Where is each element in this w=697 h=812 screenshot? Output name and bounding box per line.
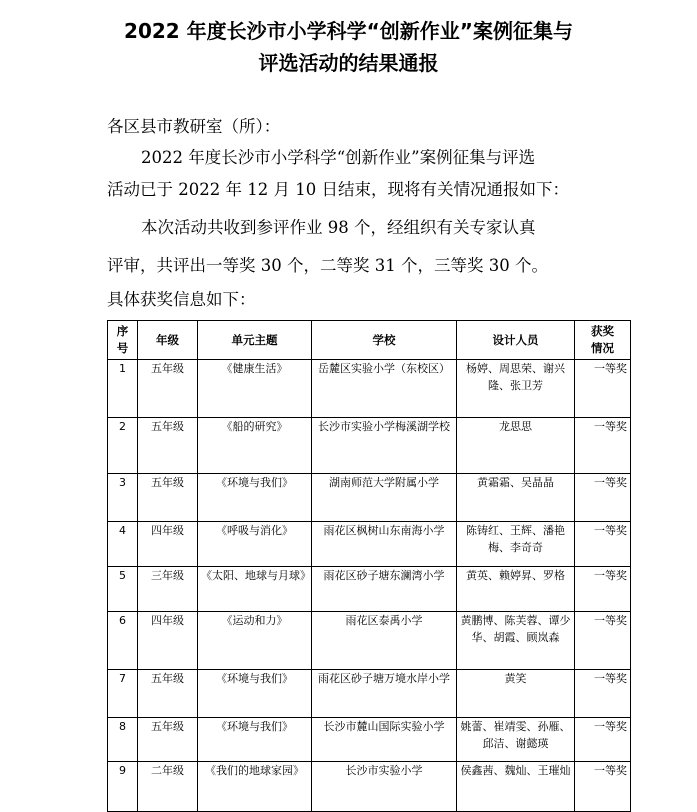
cell-award: 一等奖: [575, 474, 631, 522]
cell-award: 一等奖: [575, 718, 631, 762]
document-title-line-1: 2022 年度长沙市小学科学“创新作业”案例征集与: [124, 19, 573, 43]
cell-unit: 《我们的地球家园》: [198, 762, 312, 812]
cell-designers: 杨婷、周思荣、谢兴隆、张卫芳: [457, 360, 575, 418]
header-award: [575, 321, 631, 360]
cell-designers: 龙思思: [457, 418, 575, 474]
paragraph-1-line-2: 活动已于 2022 年 12 月 10 日结束，现将有关情况通报如下：: [107, 180, 569, 199]
salutation: 各区县市教研室（所）：: [107, 117, 281, 136]
header-school: 学校: [312, 321, 457, 360]
cell-unit: 《呼吸与消化》: [198, 522, 312, 567]
header-award-line-1: 获奖: [591, 324, 614, 338]
table-row: [108, 418, 631, 474]
header-no-line-1: 序: [116, 324, 129, 338]
paragraph-2-line-1: 本次活动共收到参评作业 98 个，经组织有关专家认真: [141, 218, 536, 237]
cell-designers: 黄英、赖婷昇、罗格: [457, 567, 575, 612]
table-row: [108, 612, 631, 670]
cell-grade: 五年级: [138, 670, 198, 718]
cell-school: 长沙市麓山国际实验小学: [312, 718, 457, 762]
cell-designers: 黄笑: [457, 670, 575, 718]
cell-designers: 陈铸红、王辉、潘艳梅、李奇奇: [457, 522, 575, 567]
table-row: [108, 670, 631, 718]
table-row: [108, 522, 631, 567]
cell-unit: 《环境与我们》: [198, 718, 312, 762]
document-title-line-2: 评选活动的结果通报: [258, 51, 439, 75]
cell-unit: 《运动和力》: [198, 612, 312, 670]
paragraph-1-line-1: 2022 年度长沙市小学科学“创新作业”案例征集与评选: [141, 148, 536, 167]
cell-no: 7: [108, 670, 138, 718]
cell-grade: 二年级: [138, 762, 198, 812]
table-row: [108, 360, 631, 418]
cell-unit: 《环境与我们》: [198, 474, 312, 522]
cell-award: 一等奖: [575, 670, 631, 718]
cell-award: 一等奖: [575, 360, 631, 418]
cell-no: 2: [108, 418, 138, 474]
table-row: [108, 718, 631, 762]
cell-designers: 黄霜霜、吴晶晶: [457, 474, 575, 522]
paragraph-2-line-2: 评审，共评出一等奖 30 个，二等奖 31 个，三等奖 30 个。: [107, 256, 548, 275]
table-row: [108, 762, 631, 812]
cell-grade: 五年级: [138, 418, 198, 474]
cell-award: 一等奖: [575, 762, 631, 812]
cell-no: 5: [108, 567, 138, 612]
cell-grade: 五年级: [138, 718, 198, 762]
header-no: [108, 321, 138, 360]
cell-award: 一等奖: [575, 522, 631, 567]
cell-award: 一等奖: [575, 418, 631, 474]
cell-unit: 《太阳、地球与月球》: [198, 567, 312, 612]
cell-school: 长沙市实验小学梅溪湖学校: [312, 418, 457, 474]
header-no-line-2: 号: [116, 341, 129, 355]
cell-school: 雨花区泰禹小学: [312, 612, 457, 670]
cell-school: 长沙市实验小学: [312, 762, 457, 812]
cell-award: 一等奖: [575, 612, 631, 670]
paragraph-3: 具体获奖信息如下：: [107, 290, 256, 309]
cell-school: 湖南师范大学附属小学: [312, 474, 457, 522]
header-award-line-2: 情况: [591, 341, 614, 355]
cell-no: 3: [108, 474, 138, 522]
cell-grade: 三年级: [138, 567, 198, 612]
cell-grade: 五年级: [138, 474, 198, 522]
awards-table: [107, 320, 631, 812]
cell-school: 雨花区砂子塘东澜湾小学: [312, 567, 457, 612]
cell-no: 1: [108, 360, 138, 418]
cell-grade: 四年级: [138, 612, 198, 670]
header-grade: 年级: [138, 321, 198, 360]
cell-grade: 五年级: [138, 360, 198, 418]
cell-designers: 黄鹏博、陈芙蓉、谭少华、胡霞、顾岚森: [457, 612, 575, 670]
cell-no: 8: [108, 718, 138, 762]
cell-grade: 四年级: [138, 522, 198, 567]
cell-school: 雨花区砂子塘万境水岸小学: [312, 670, 457, 718]
cell-award: 一等奖: [575, 567, 631, 612]
cell-unit: 《健康生活》: [198, 360, 312, 418]
cell-no: 9: [108, 762, 138, 812]
cell-unit: 《环境与我们》: [198, 670, 312, 718]
cell-school: 雨花区枫树山东南海小学: [312, 522, 457, 567]
cell-designers: 姚蕾、崔靖雯、孙雁、邱洁、谢懿瑛: [457, 718, 575, 762]
cell-no: 4: [108, 522, 138, 567]
cell-designers: 侯鑫茜、魏灿、王璀灿: [457, 762, 575, 812]
table-row: [108, 567, 631, 612]
cell-no: 6: [108, 612, 138, 670]
cell-school: 岳麓区实验小学（东校区）: [312, 360, 457, 418]
table-row: [108, 474, 631, 522]
header-designers: 设计人员: [457, 321, 575, 360]
table-header-row: [108, 321, 631, 360]
header-unit: 单元主题: [198, 321, 312, 360]
cell-unit: 《船的研究》: [198, 418, 312, 474]
